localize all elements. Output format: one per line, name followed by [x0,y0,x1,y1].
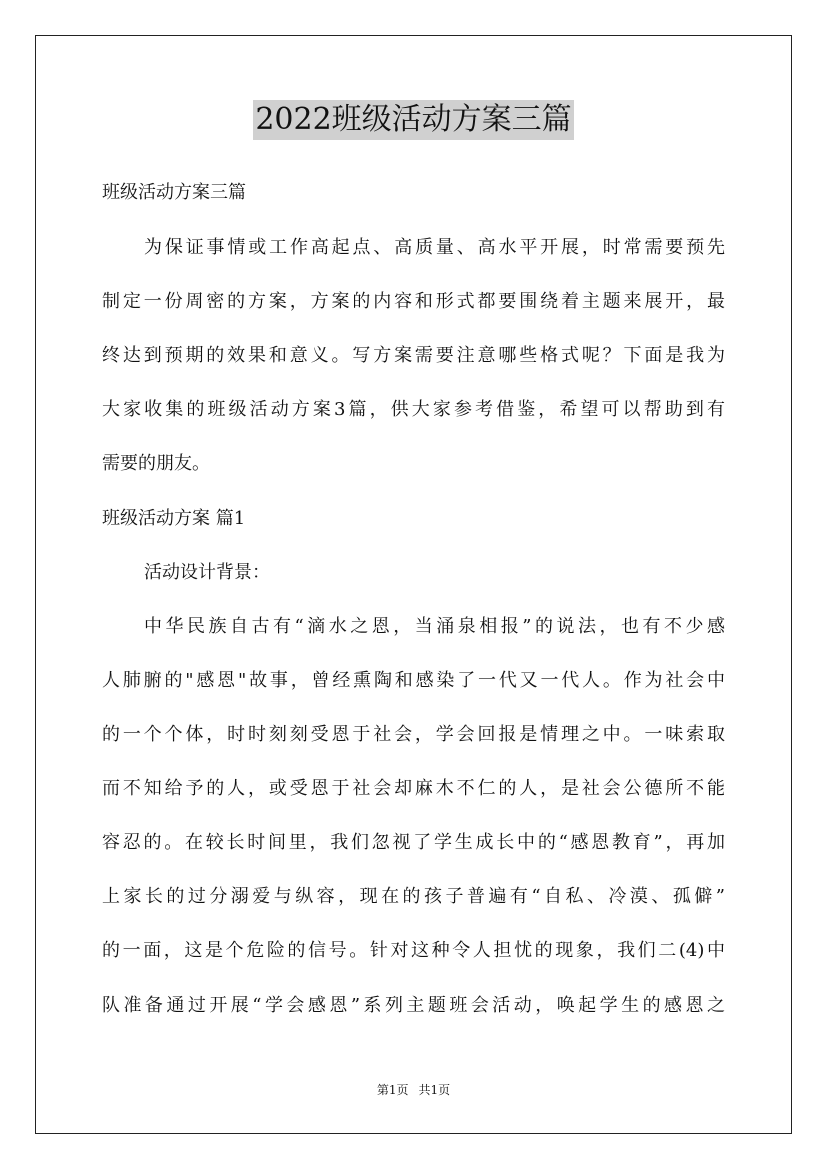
page-total: 共1页 [418,1083,451,1097]
paragraph-line: 的一面，这是个危险的信号。针对这种令人担忧的现象，我们二(4)中 [102,940,725,961]
paragraph-line: 需要的朋友。 [102,453,210,474]
paragraph-line: 中华民族自古有“滴水之恩，当涌泉相报”的说法，也有不少感 [144,616,725,637]
page-number: 第1页 [376,1083,409,1097]
paragraph-line: 队准备通过开展“学会感恩”系列主题班会活动，唤起学生的感恩之 [102,995,725,1016]
subtitle-line: 班级活动方案三篇 [102,182,246,203]
section-heading: 班级活动方案 篇1 [102,508,246,529]
sub-heading: 活动设计背景： [144,562,270,583]
title-container [0,100,827,140]
paragraph-line: 人肺腑的"感恩"故事，曾经熏陶和感染了一代又一代人。作为社会中 [102,670,725,691]
paragraph-line: 终达到预期的效果和意义。写方案需要注意哪些格式呢？下面是我为 [102,345,725,366]
paragraph-line: 的一个个体，时时刻刻受恩于社会，学会回报是情理之中。一味索取 [102,724,725,745]
paragraph-line: 容忍的。在较长时间里，我们忽视了学生成长中的“感恩教育”，再加 [102,832,725,853]
paragraph-line: 制定一份周密的方案，方案的内容和形式都要围绕着主题来展开，最 [102,291,725,312]
page-footer [0,1082,827,1098]
paragraph-line: 大家收集的班级活动方案3篇，供大家参考借鉴，希望可以帮助到有 [102,399,725,420]
paragraph-line: 而不知给予的人，或受恩于社会却麻木不仁的人，是社会公德所不能 [102,778,725,799]
paragraph-line: 为保证事情或工作高起点、高质量、高水平开展，时常需要预先 [144,237,725,258]
paragraph-line: 上家长的过分溺爱与纵容，现在的孩子普遍有“自私、冷漠、孤僻” [102,886,725,907]
document-title: 2022班级活动方案三篇 [253,100,573,140]
